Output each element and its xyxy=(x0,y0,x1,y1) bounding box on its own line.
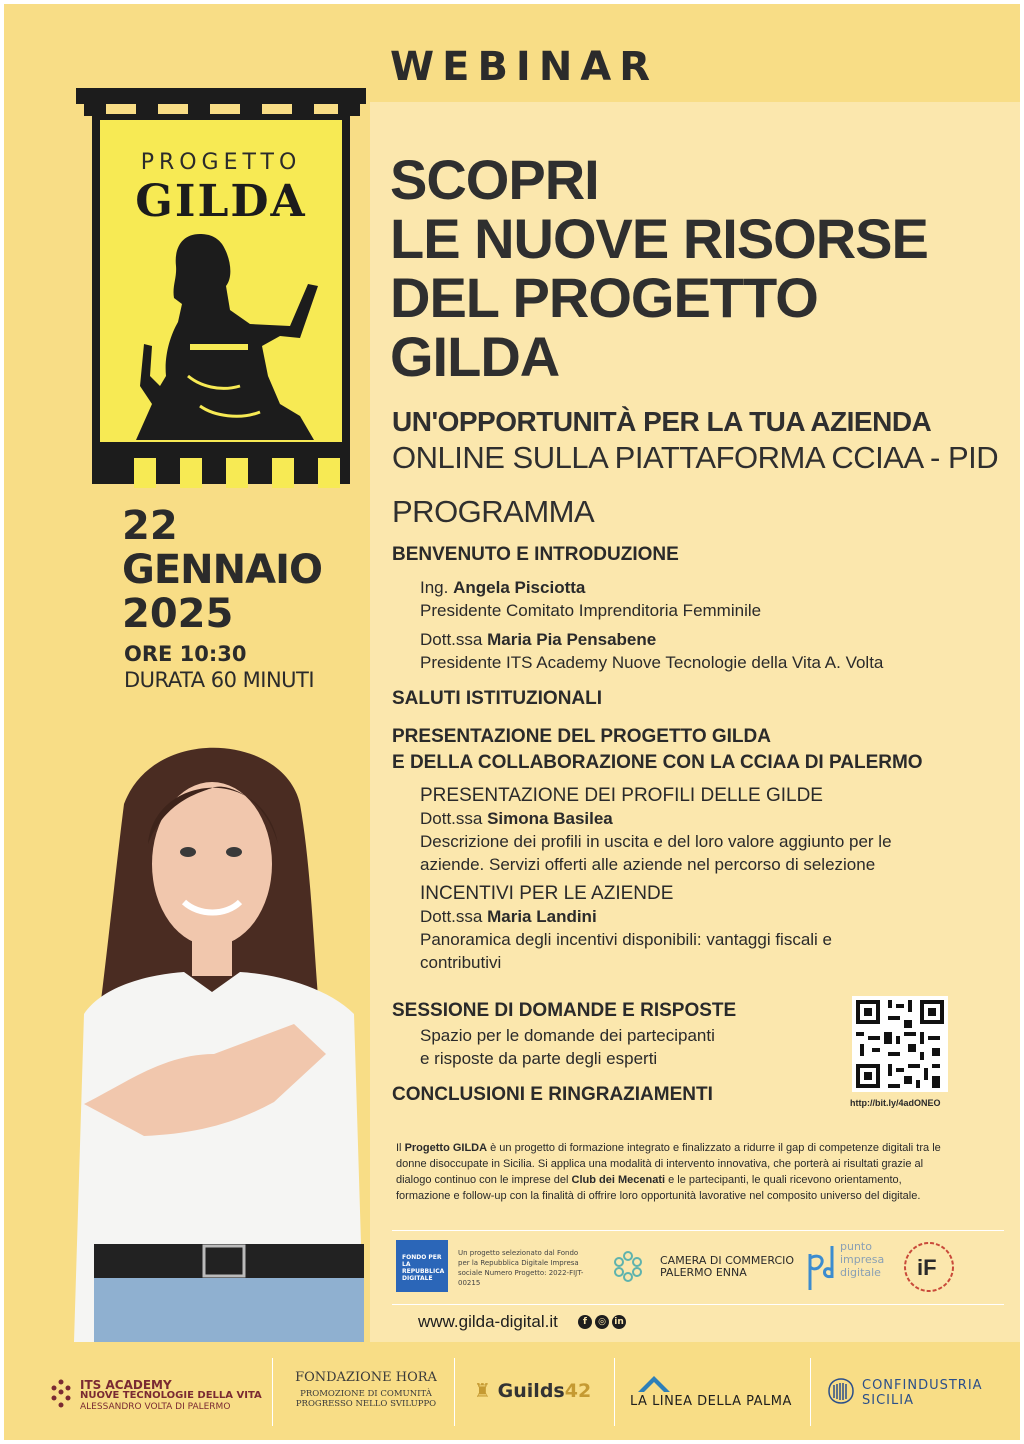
punto-impresa-digitale: punto impresa digitale xyxy=(840,1240,885,1279)
footer-partners xyxy=(4,1342,1020,1440)
imprenditoria-femminile-logo-icon xyxy=(902,1240,956,1294)
speaker: Dott.ssa Simona Basilea xyxy=(420,809,613,828)
its-academy-icon xyxy=(48,1378,74,1410)
fondo-note: Un progetto selezionato dal Fondo per la Repubblica Digitale Impresa sociale Numero Progetto: 2022-FIJT-00215 xyxy=(458,1249,584,1287)
event-month: GENNAIO xyxy=(122,547,322,593)
headline: SCOPRI LE NUOVE RISORSE DEL PROGETTO GILDA xyxy=(390,148,928,388)
instagram-icon[interactable]: ◎ xyxy=(595,1315,609,1329)
speaker: Dott.ssa Maria Landini xyxy=(420,907,597,926)
qr-code[interactable] xyxy=(852,996,948,1092)
program-section-qa: SESSIONE DI DOMANDE E RISPOSTE Spazio per le domande dei partecipanti e risposte da parte degli esperti xyxy=(392,1000,737,1068)
webinar-label: WEBINAR xyxy=(390,44,659,90)
program-section-presentation: PRESENTAZIONE DEL PROGETTO GILDA E DELLA COLLABORAZIONE CON LA CCIAA DI PALERMO PRESENTAZIONE DEI PROFILI DELLE GILDE Dott.ssa Simona Basilea Descrizione dei profili in uscita e del loro valore aggiunto per le aziende. Servizi offerti alle aziende nel percorso di selezione INCENTIVI PER LE AZIENDE Dott.ssa Maria Landini Panoramica degli incentivi disponibili: vantaggi fiscali e contributivi xyxy=(392,724,992,974)
event-year: 2025 xyxy=(122,591,234,637)
svg-text:iF: iF xyxy=(917,1255,937,1280)
program-section-conclusions: CONCLUSIONI E RINGRAZIAMENTI xyxy=(392,1084,713,1105)
poster xyxy=(4,4,1020,1440)
event-date xyxy=(122,504,322,636)
camera-di-commercio-logo-icon xyxy=(610,1248,646,1284)
subsection-title: PRESENTAZIONE DEI PROFILI DELLE GILDE xyxy=(420,785,823,806)
program-title: PROGRAMMA xyxy=(392,494,595,529)
speaker: Ing. Angela Pisciotta xyxy=(420,578,586,597)
event-duration: DURATA 60 MINUTI xyxy=(124,668,315,692)
website-link[interactable]: www.gilda-digital.it xyxy=(418,1312,558,1331)
subtitle-platform: ONLINE SULLA PIATTAFORMA CCIAA - PID xyxy=(392,440,999,475)
la-linea-della-palma-logo: LA LINEA DELLA PALMA xyxy=(630,1394,792,1409)
punto-impresa-digitale-logo-icon xyxy=(804,1240,840,1294)
castle-icon: ♜ xyxy=(474,1380,492,1402)
progetto-gilda-logo xyxy=(76,88,366,488)
speaker: Dott.ssa Maria Pia Pensabene xyxy=(420,630,657,649)
divider xyxy=(392,1304,1004,1305)
fondo-repubblica-digitale-logo: FONDO PER LA REPUBBLICA DIGITALE xyxy=(396,1240,448,1292)
subtitle-opportunity: UN'OPPORTUNITÀ PER LA TUA AZIENDA xyxy=(392,406,932,437)
woman-at-laptop-icon xyxy=(130,226,320,440)
camera-di-commercio: CAMERA DI COMMERCIO PALERMO ENNA xyxy=(660,1254,795,1279)
logo-gilda: GILDA xyxy=(135,176,307,227)
linkedin-icon[interactable]: in xyxy=(612,1315,626,1329)
palm-line-icon xyxy=(636,1374,672,1394)
program-section-welcome xyxy=(392,542,992,674)
banner-rod xyxy=(76,88,366,104)
facebook-icon[interactable]: f xyxy=(578,1315,592,1329)
subsection-title: INCENTIVI PER LE AZIENDE xyxy=(420,883,674,904)
fondazione-hora-logo: FONDAZIONE HORA PROMOZIONE DI COMUNITÀ PROGRESSO NELLO SVILUPPO xyxy=(295,1370,437,1409)
qr-url[interactable]: http://bit.ly/4adONEO xyxy=(850,1098,941,1108)
program-section-saluti: SALUTI ISTITUZIONALI xyxy=(392,688,603,709)
confindustria-sicilia-logo: CONFINDUSTRIA SICILIA xyxy=(862,1378,983,1408)
divider xyxy=(392,1230,1004,1231)
confindustria-icon xyxy=(826,1376,856,1406)
event-time: ORE 10:30 xyxy=(124,642,247,666)
woman-photo xyxy=(64,724,370,1342)
program-heading: BENVENUTO E INTRODUZIONE xyxy=(392,544,679,565)
speaker-role: Presidente Comitato Imprenditoria Femminile xyxy=(420,601,762,620)
its-academy-logo: ITS ACADEMY NUOVE TECNOLOGIE DELLA VITA ALESSANDRO VOLTA DI PALERMO xyxy=(48,1378,74,1414)
guilds42-logo: ♜ Guilds42 xyxy=(474,1380,592,1402)
speaker-role: Presidente ITS Academy Nuove Tecnologie della Vita A. Volta xyxy=(420,653,884,672)
logo-progetto: PROGETTO xyxy=(140,150,302,175)
event-day: 22 xyxy=(122,503,178,549)
about-text: Il Progetto GILDA è un progetto di formazione integrato e finalizzato a ridurre il gap di competenze digitali tra le donne disoccupate in Sicilia. Si applica una modalità di intervento innovativa, che porterà ai risultati grazie al dialogo continuo con le imprese del Club dei Mecenati e le partecipanti, le quali ricevono orientamento, formazione e follow-up con la finalità di offrire loro opportunità lavorative nel composito universo del digitale. xyxy=(396,1142,941,1202)
